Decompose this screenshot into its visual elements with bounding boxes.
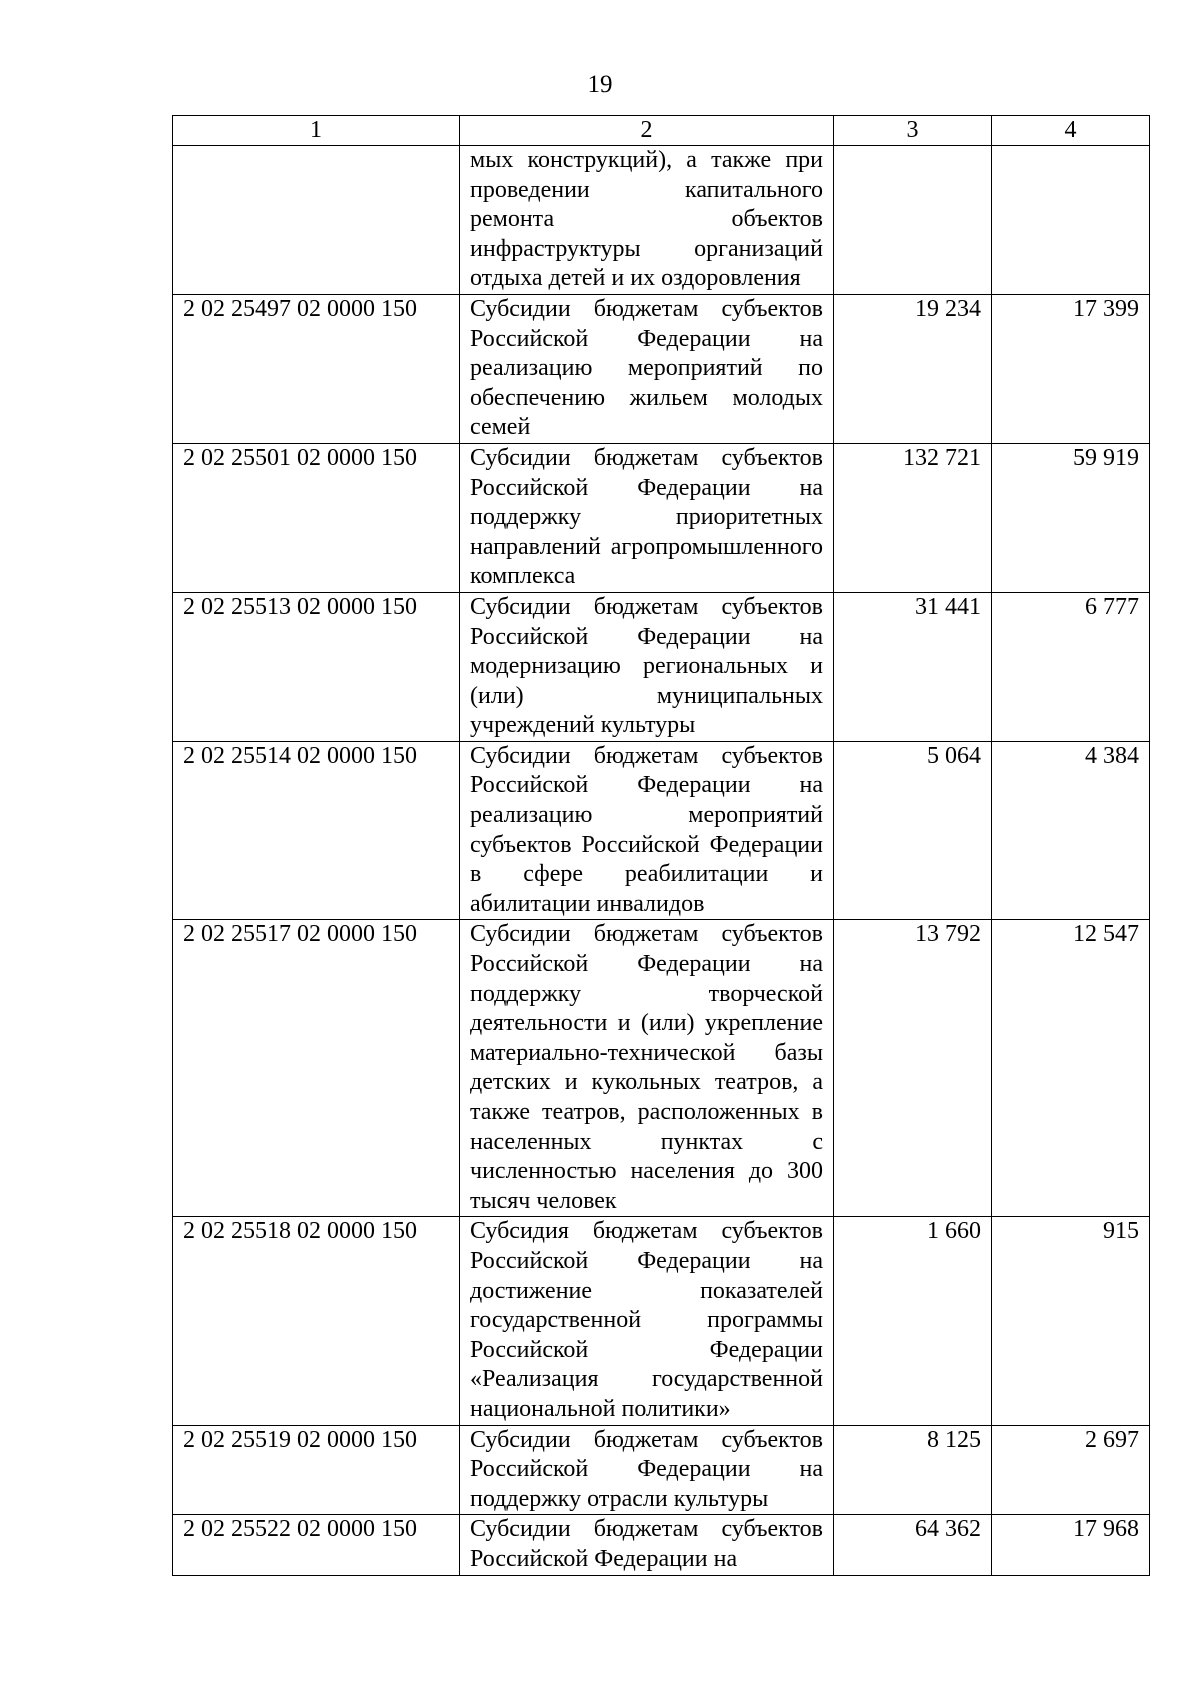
col3-value-cell: 19 234 xyxy=(834,294,992,443)
header-col-4: 4 xyxy=(992,116,1150,146)
header-col-2: 2 xyxy=(460,116,834,146)
col4-value-cell: 915 xyxy=(992,1217,1150,1425)
col3-value-cell: 132 721 xyxy=(834,443,992,592)
table-row xyxy=(173,1425,1150,1515)
col4-value-cell xyxy=(992,146,1150,295)
col3-value-cell: 5 064 xyxy=(834,741,992,920)
col4-value-cell: 12 547 xyxy=(992,920,1150,1217)
code-cell: 2 02 25514 02 0000 150 xyxy=(173,741,460,920)
code-cell: 2 02 25522 02 0000 150 xyxy=(173,1515,460,1575)
code-cell: 2 02 25513 02 0000 150 xyxy=(173,592,460,741)
budget-table xyxy=(172,115,1150,1576)
col3-value-cell xyxy=(834,146,992,295)
code-cell xyxy=(173,146,460,295)
col4-value-cell: 59 919 xyxy=(992,443,1150,592)
code-cell: 2 02 25497 02 0000 150 xyxy=(173,294,460,443)
col3-value-cell: 1 660 xyxy=(834,1217,992,1425)
table-body xyxy=(173,146,1150,1576)
col4-value-cell: 6 777 xyxy=(992,592,1150,741)
table-row xyxy=(173,592,1150,741)
code-cell: 2 02 25518 02 0000 150 xyxy=(173,1217,460,1425)
code-cell: 2 02 25517 02 0000 150 xyxy=(173,920,460,1217)
col4-value-cell: 4 384 xyxy=(992,741,1150,920)
table-row xyxy=(173,741,1150,920)
col3-value-cell: 64 362 xyxy=(834,1515,992,1575)
page-number: 19 xyxy=(587,71,613,98)
table-row xyxy=(173,146,1150,295)
header-col-3: 3 xyxy=(834,116,992,146)
description-cell: Субсидии бюджетам субъектов Российской Федерации на поддержку приоритетных направлений агропромышленного комплекса xyxy=(460,443,834,592)
col4-value-cell: 17 968 xyxy=(992,1515,1150,1575)
table-row xyxy=(173,1515,1150,1575)
description-cell: Субсидии бюджетам субъектов Российской Федерации на реализацию мероприятий по обеспечению жильем молодых семей xyxy=(460,294,834,443)
col3-value-cell: 8 125 xyxy=(834,1425,992,1515)
description-cell: Субсидии бюджетам субъектов Российской Федерации на поддержку творческой деятельности и (или) укрепление материально-технической базы детских и кукольных театров, а также театров, расположенных в населенных пунктах с численностью населения до 300 тысяч человек xyxy=(460,920,834,1217)
description-cell: Субсидии бюджетам субъектов Российской Федерации на реализацию мероприятий субъектов Российской Федерации в сфере реабилитации и абилитации инвалидов xyxy=(460,741,834,920)
table-row xyxy=(173,920,1150,1217)
header-col-1: 1 xyxy=(173,116,460,146)
header-row xyxy=(173,116,1150,146)
table-row xyxy=(173,443,1150,592)
col3-value-cell: 13 792 xyxy=(834,920,992,1217)
description-cell: Субсидии бюджетам субъектов Российской Федерации на модернизацию региональных и (или) муниципальных учреждений культуры xyxy=(460,592,834,741)
description-cell: Субсидии бюджетам субъектов Российской Федерации на поддержку отрасли культуры xyxy=(460,1425,834,1515)
table-row xyxy=(173,1217,1150,1425)
code-cell: 2 02 25519 02 0000 150 xyxy=(173,1425,460,1515)
col4-value-cell: 17 399 xyxy=(992,294,1150,443)
col3-value-cell: 31 441 xyxy=(834,592,992,741)
description-cell: Субсидии бюджетам субъектов Российской Федерации на xyxy=(460,1515,834,1575)
code-cell: 2 02 25501 02 0000 150 xyxy=(173,443,460,592)
table-row xyxy=(173,294,1150,443)
description-cell: мых конструкций), а также при проведении капитального ремонта объектов инфраструктуры организаций отдыха детей и их оздоровления xyxy=(460,146,834,295)
table-header xyxy=(173,116,1150,146)
description-cell: Субсидия бюджетам субъектов Российской Федерации на достижение показателей государственной программы Российской Федерации «Реализация государственной национальной политики» xyxy=(460,1217,834,1425)
col4-value-cell: 2 697 xyxy=(992,1425,1150,1515)
